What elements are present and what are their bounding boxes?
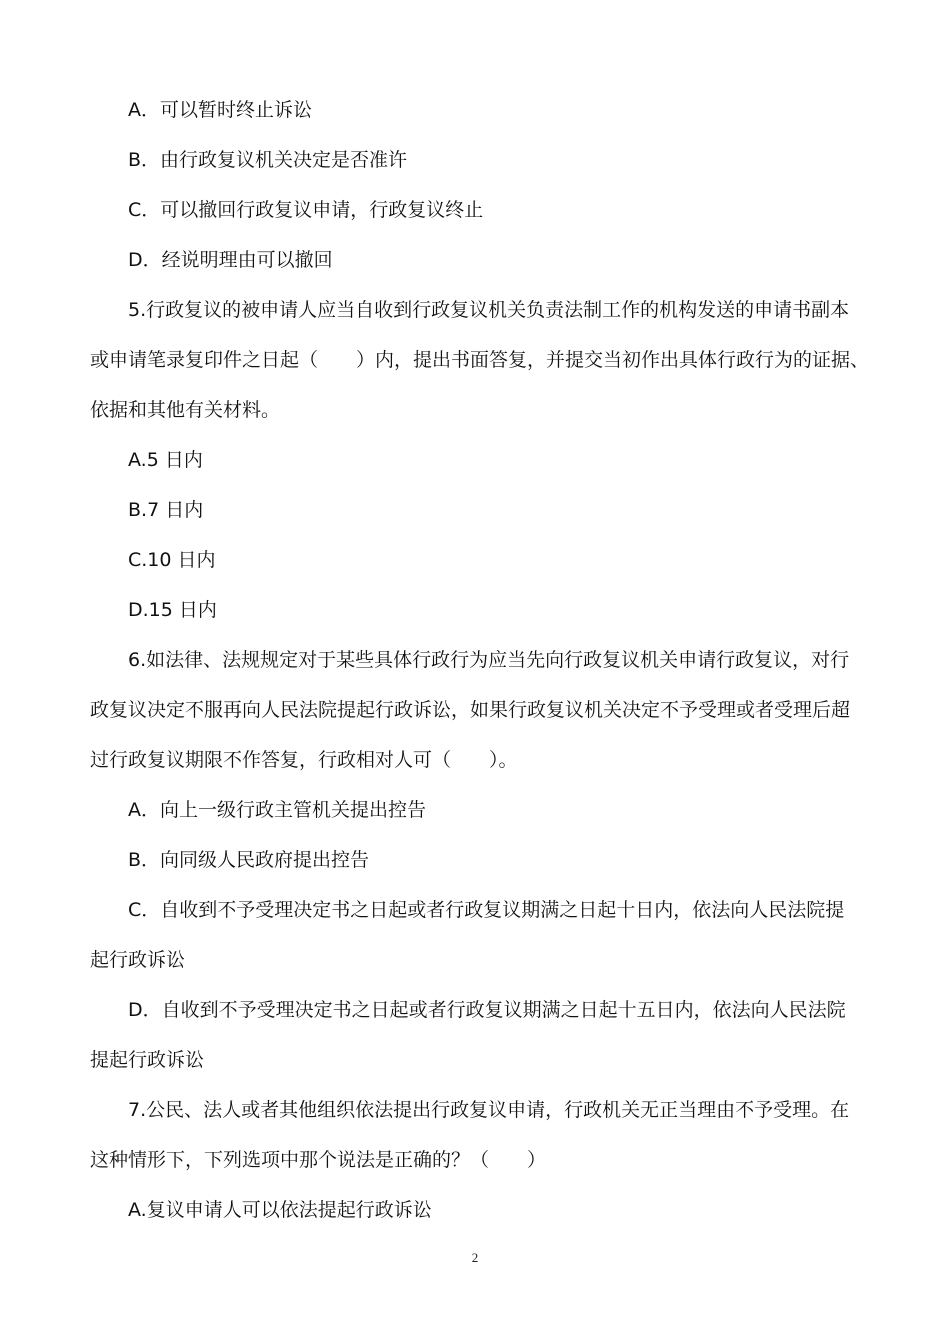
question-stem-line: 依据和其他有关材料。 <box>90 399 281 421</box>
page-number: 2 <box>471 1250 479 1265</box>
question-5 <box>0 285 950 635</box>
option-b: B．向同级人民政府提出控告 <box>128 849 370 871</box>
question-stem-line: 7.公民、法人或者其他组织依法提出行政复议申请，行政机关无正当理由不予受理。在 <box>128 1099 850 1121</box>
option-b: B.7 日内 <box>128 499 204 521</box>
option-d-continuation: 提起行政诉讼 <box>90 1049 205 1071</box>
document-page <box>0 85 950 1235</box>
option-a: A.复议申请人可以依法提起行政诉讼 <box>128 1199 432 1221</box>
question-stem-line: 或申请笔录复印件之日起（ ）内，提出书面答复，并提交当初作出具体行政行为的证据、 <box>90 349 870 371</box>
question-6 <box>0 635 950 1085</box>
option-b: B．由行政复议机关决定是否准许 <box>128 149 408 171</box>
option-d: D．经说明理由可以撤回 <box>128 249 333 271</box>
question-4-options <box>0 85 950 285</box>
option-a: A．可以暂时终止诉讼 <box>128 99 312 121</box>
option-d: D．自收到不予受理决定书之日起或者行政复议期满之日起十五日内，依法向人民法院 <box>128 999 846 1021</box>
option-c-continuation: 起行政诉讼 <box>90 949 186 971</box>
question-stem-line: 6.如法律、法规规定对于某些具体行政行为应当先向行政复议机关申请行政复议，对行 <box>128 649 850 671</box>
option-c: C．自收到不予受理决定书之日起或者行政复议期满之日起十日内，依法向人民法院提 <box>128 899 845 921</box>
option-a: A.5 日内 <box>128 449 203 471</box>
option-a: A．向上一级行政主管机关提出控告 <box>128 799 426 821</box>
option-c: C．可以撤回行政复议申请，行政复议终止 <box>128 199 484 221</box>
question-stem-line: 过行政复议期限不作答复，行政相对人可（ ）。 <box>90 749 518 771</box>
option-d: D.15 日内 <box>128 599 217 621</box>
option-c: C.10 日内 <box>128 549 216 571</box>
question-stem-line: 政复议决定不服再向人民法院提起行政诉讼，如果行政复议机关决定不予受理或者受理后超 <box>90 699 851 721</box>
question-stem-line: 这种情形下，下列选项中那个说法是正确的？（ ） <box>90 1149 547 1171</box>
question-stem-line: 5.行政复议的被申请人应当自收到行政复议机关负责法制工作的机构发送的申请书副本 <box>128 299 850 321</box>
question-7 <box>0 1085 950 1235</box>
